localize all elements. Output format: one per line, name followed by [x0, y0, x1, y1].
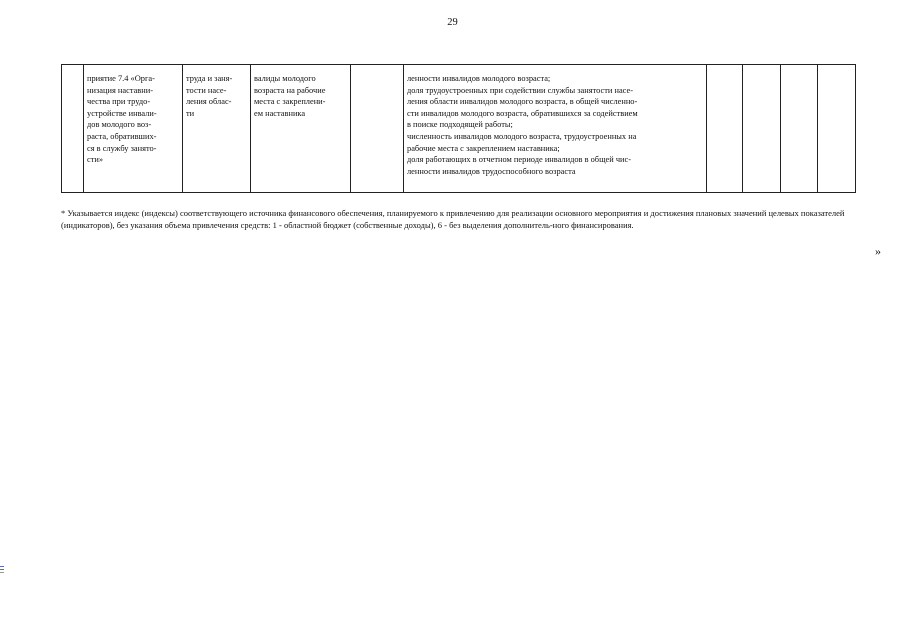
- margin-marks: [0, 566, 4, 575]
- program-table: [61, 64, 855, 193]
- page-number: 29: [447, 17, 458, 28]
- cell-year-1: [707, 65, 743, 193]
- cell-measure: приятие 7.4 «Орга- низация наставни- чества при трудо- устройстве инвали- дов молодого воз- раста, обративших- ся в службу занято- сти»: [84, 65, 183, 193]
- measures-table: [61, 64, 856, 193]
- cell-number: [62, 65, 84, 193]
- cell-executor: труда и заня- тости насе- ления облас- ти: [183, 65, 251, 193]
- cell-year-3: [781, 65, 818, 193]
- table-row: [62, 65, 856, 193]
- closing-quote: »: [875, 244, 881, 258]
- margin-mark: [0, 572, 4, 573]
- cell-empty: [351, 65, 404, 193]
- footnote: * Указывается индекс (индексы) соответствующего источника финансового обеспечения, планируемого к привлечению для реализации основного мероприятия и достижения плановых значений целевых показателей (индикаторов), без указания объема привлечения средств: 1 - областной бюджет (собственные доходы), 6 - без выделения дополнитель-ного финансирования.: [61, 208, 845, 231]
- cell-result: валиды молодого возраста на рабочие места с закреплени- ем наставника: [251, 65, 351, 193]
- margin-mark: [0, 566, 4, 567]
- cell-year-2: [743, 65, 781, 193]
- cell-source: [818, 65, 856, 193]
- cell-indicators: ленности инвалидов молодого возраста; доля трудоустроенных при содействии службы занятости насе- ления области инвалидов молодого возраста, в общей численно- сти инвалидов молодого возраста, обратившихся за содействием в поиске подходящей работы; численность инвалидов молодого возраста, трудоустроенных на рабочие места с закреплением наставника; доля работающих в отчетном периоде инвалидов в общей чис- ленности инвалидов трудоспособного возраста: [404, 65, 707, 193]
- margin-mark: [0, 569, 4, 570]
